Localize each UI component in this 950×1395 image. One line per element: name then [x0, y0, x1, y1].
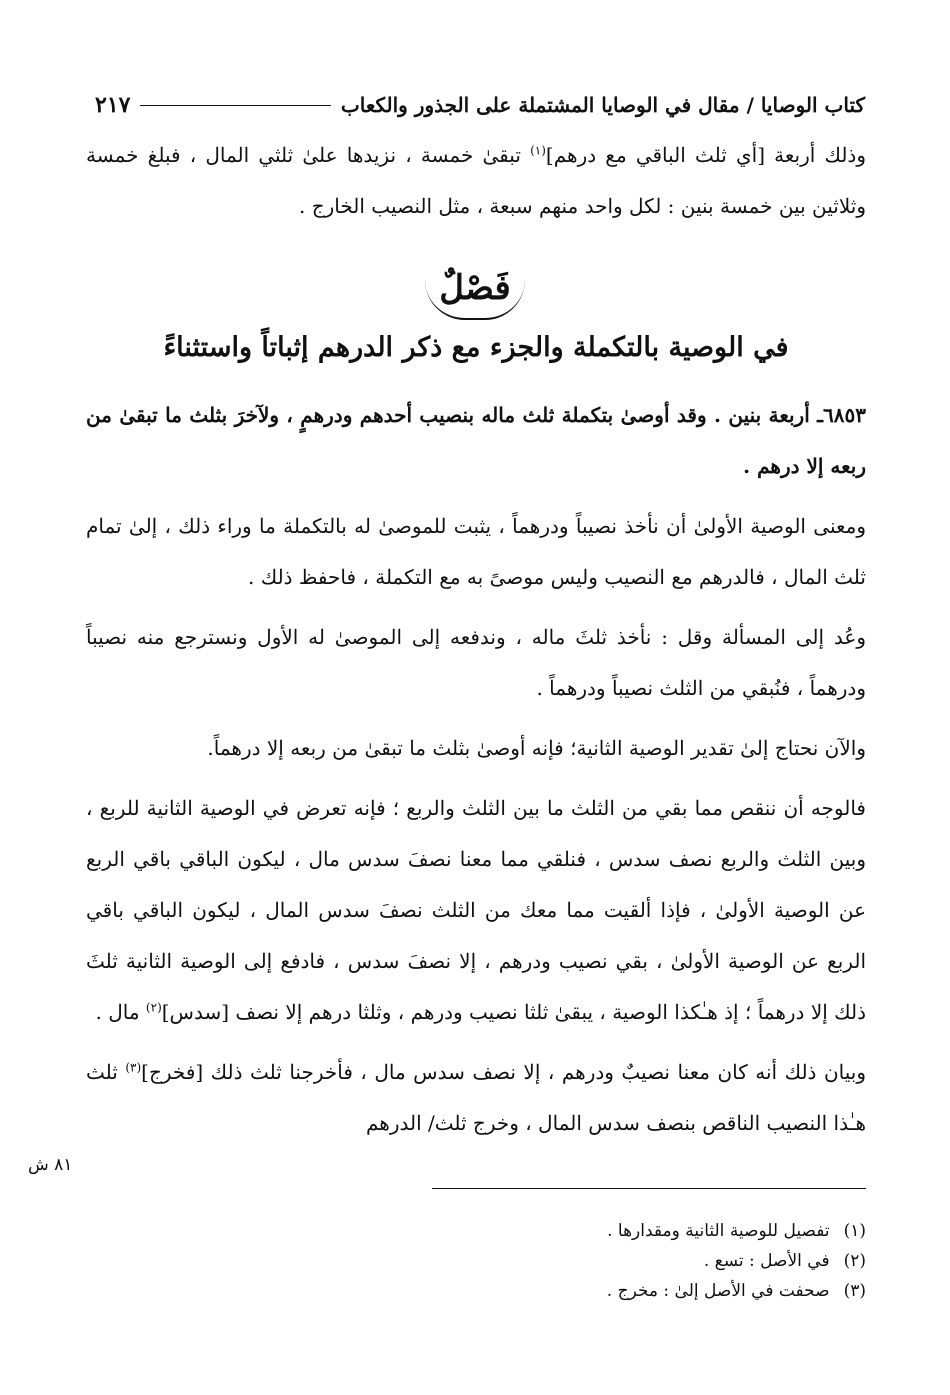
intro-paragraph [86, 130, 866, 232]
paragraph-4-text: فالوجه أن ننقص مما بقي من الثلث ما بين الثلث والربع ؛ فإنه تعرض في الوصية الثانية للربع ، وبين الثلث والربع نصف سدس ، فنلقي مما معنا نصفَ سدس مال ، ليكون الباقي باقي الربع عن الوصية الأولىٰ ، فإذا ألقيت مما معك من الثلث نصفَ سدس المال ، ليكون الباقي باقي الربع عن الوصية الأولىٰ ، بقي نصيب ودرهم ، إلا نصفَ سدس ، فادفع إلى الوصية الثانية ثلثَ ذلك إلا درهماً ؛ إذ هـٰكذا الوصية ، يبقىٰ ثلثا نصيب ودرهم ، وثلثا درهم إلا نصف [سدس] [86, 796, 866, 1024]
footnote-ref-2: (٢) [145, 1000, 162, 1015]
section-ornament [0, 258, 950, 320]
paragraph-3: والآن نحتاج إلىٰ تقدير الوصية الثانية؛ فإنه أوصىٰ بثلث ما تبقىٰ من ربعه إلا درهماً. [207, 736, 866, 760]
footnote-number: (٣) [843, 1281, 866, 1301]
problem-statement: ٦٨٥٣ـ أربعة بنين . وقد أوصىٰ بتكملة ثلث ماله بنصيب أحدهم ودرهمٍ ، ولآخرَ بثلث ما تبقىٰ من ربعه إلا درهم . [86, 403, 866, 478]
footnote-text: في الأصل : تسع . [703, 1251, 830, 1271]
paragraph-1: ومعنى الوصية الأولىٰ أن نأخذ نصيباً ودرهماً ، يثبت للموصىٰ له بالتكملة ما وراء ذلك ، إلىٰ تمام ثلث المال ، فالدرهم مع النصيب وليس موصىً به مع التكملة ، فاحفظ ذلك . [86, 514, 866, 589]
page-number: ٢١٧ [95, 92, 131, 118]
footnote-number: (٢) [843, 1251, 866, 1271]
ornament-text: فَصْلٌ [425, 258, 525, 320]
footnote-text: تفصيل للوصية الثانية ومقدارها . [607, 1221, 830, 1241]
paragraph-2: وعُد إلى المسألة وقل : نأخذ ثلثَ ماله ، وندفعه إلى الموصىٰ له الأول ونسترجع منه نصيباً ودرهماً ، فنُبقي من الثلث نصيباً ودرهماً . [86, 625, 866, 700]
paragraph-5-text: وبيان ذلك أنه كان معنا نصيبٌ ودرهم ، إلا نصف سدس مال ، فأخرجنا ثلث ذلك [فخرج] [141, 1060, 866, 1084]
footnote-ref-1: (١) [530, 143, 546, 158]
intro-line-2: خمسة وثلاثين بين خمسة بنين : لكل واحد منهم سبعة ، مثل النصيب الخارج . [86, 143, 866, 218]
footnotes [86, 1216, 866, 1306]
running-header [95, 88, 865, 122]
paragraph-4 [86, 783, 866, 1038]
footnote-3 [86, 1276, 866, 1306]
intro-line-1b: تبقىٰ خمسة ، نزيدها علىٰ ثلثي المال ، فبلغ [147, 143, 531, 167]
header-title: كتاب الوصايا / مقال في الوصايا المشتملة على الجذور والكعاب [340, 93, 865, 117]
main-text [86, 390, 866, 1149]
footnote-text: صحفت في الأصل إلىٰ : مخرج . [606, 1281, 830, 1301]
footnote-separator [432, 1188, 866, 1189]
intro-line-1a: وذلك أربعة [أي ثلث الباقي مع درهم] [545, 143, 866, 167]
footnote-1 [86, 1216, 866, 1246]
paragraph-5-end: ثلث هـٰذا النصيب الناقص بنصف سدس المال ، وخرج ثلث/ الدرهم [86, 1060, 866, 1135]
section-title: في الوصية بالتكملة والجزء مع ذكر الدرهم إثباتاً واستثناءً [163, 332, 789, 363]
paragraph-4-end: مال . [95, 1000, 146, 1024]
intro-text [86, 130, 866, 232]
paragraph-5 [86, 1047, 866, 1149]
footnote-2 [86, 1246, 866, 1276]
footnote-number: (١) [843, 1221, 866, 1241]
header-rule [140, 105, 330, 106]
manuscript-folio-note: ٨١ ش [28, 1155, 73, 1175]
footnote-ref-3: (٣) [125, 1060, 142, 1075]
